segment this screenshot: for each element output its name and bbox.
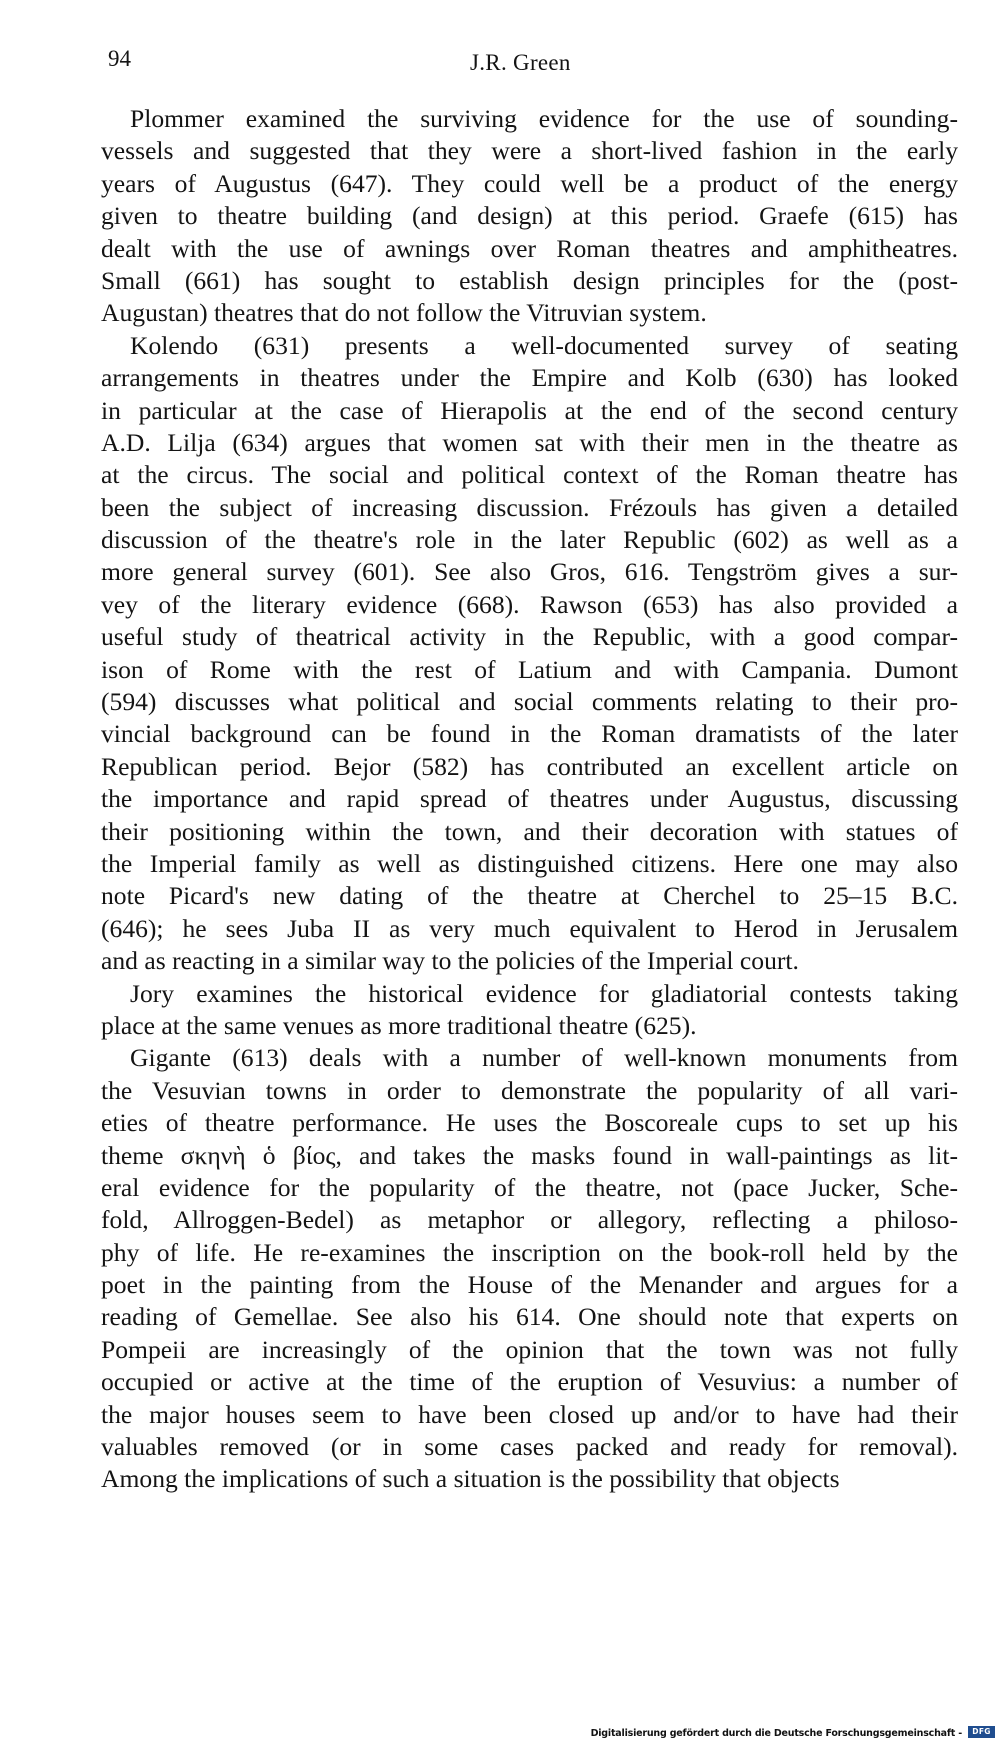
text-line: been the subject of increasing discussion. Frézouls has given a detailed bbox=[101, 492, 958, 522]
text-line: Gigante (613) deals with a number of well-known monuments from bbox=[130, 1043, 958, 1073]
text-line: (646); he sees Juba II as very much equivalent to Herod in Jerusalem bbox=[101, 913, 958, 943]
text-line: Augustan) theatres that do not follow the Vitruvian system. bbox=[101, 298, 707, 328]
text-line: more general survey (601). See also Gros, 616. Tengström gives a sur- bbox=[101, 557, 958, 587]
text-line: Among the implications of such a situation is the possibility that objects bbox=[101, 1464, 840, 1494]
text-line: arrangements in theatres under the Empire and Kolb (630) has looked bbox=[101, 363, 958, 393]
text-line: Kolendo (631) presents a well-documented survey of seating bbox=[130, 330, 958, 360]
text-line: (594) discusses what political and social comments relating to their pro- bbox=[101, 687, 958, 717]
running-head: J.R. Green bbox=[470, 50, 571, 75]
text-line: discussion of the theatre's role in the later Republic (602) as well as a bbox=[101, 525, 958, 555]
text-line: vincial background can be found in the Roman dramatists of the later bbox=[101, 719, 958, 749]
text-line: the major houses seem to have been closed up and/or to have had their bbox=[101, 1399, 958, 1429]
paragraph bbox=[101, 103, 958, 330]
page-number: 94 bbox=[108, 46, 131, 71]
text-line: fold, Allroggen-Bedel) as metaphor or allegory, reflecting a philoso- bbox=[101, 1205, 958, 1235]
text-line: Jory examines the historical evidence for gladiatorial contests taking bbox=[130, 978, 958, 1008]
text-line: Republican period. Bejor (582) has contributed an excellent article on bbox=[101, 751, 958, 781]
paragraph bbox=[101, 978, 958, 1043]
text-line: in particular at the case of Hierapolis at the end of the second century bbox=[101, 395, 958, 425]
text-line: useful study of theatrical activity in the Republic, with a good compar- bbox=[101, 622, 958, 652]
text-line: occupied or active at the time of the eruption of Vesuvius: a number of bbox=[101, 1367, 958, 1397]
text-line: given to theatre building (and design) at this period. Graefe (615) has bbox=[101, 201, 958, 231]
text-line: the Vesuvian towns in order to demonstrate the popularity of all vari- bbox=[101, 1075, 958, 1105]
text-line: reading of Gemellae. See also his 614. One should note that experts on bbox=[101, 1302, 958, 1332]
paragraph bbox=[101, 1042, 958, 1495]
text-line: theme σκηνὴ ὁ βίος, and takes the masks found in wall-paintings as lit- bbox=[101, 1140, 958, 1170]
text-line: A.D. Lilja (634) argues that women sat with their men in the theatre as bbox=[101, 427, 958, 457]
paragraph bbox=[101, 330, 958, 978]
digitization-credit: Digitalisierung gefördert durch die Deutsche Forschungsgemeinschaft - bbox=[590, 1728, 962, 1739]
text-line: at the circus. The social and political context of the Roman theatre has bbox=[101, 460, 958, 490]
dfg-logo: DFG bbox=[968, 1726, 995, 1738]
text-line: eral evidence for the popularity of the theatre, not (pace Jucker, Sche- bbox=[101, 1172, 958, 1202]
text-line: the importance and rapid spread of theatres under Augustus, discussing bbox=[101, 784, 958, 814]
text-line: Small (661) has sought to establish design principles for the (post- bbox=[101, 265, 958, 295]
text-line: Plommer examined the surviving evidence for the use of sounding- bbox=[130, 104, 958, 133]
body-text bbox=[101, 103, 958, 1496]
text-line: Pompeii are increasingly of the opinion that the town was not fully bbox=[101, 1334, 958, 1364]
text-line: vessels and suggested that they were a short-lived fashion in the early bbox=[101, 136, 958, 166]
text-line: valuables removed (or in some cases packed and ready for removal). bbox=[101, 1432, 958, 1462]
text-line: dealt with the use of awnings over Roman theatres and amphitheatres. bbox=[101, 233, 958, 263]
text-line: phy of life. He re-examines the inscription on the book-roll held by the bbox=[101, 1237, 958, 1267]
text-line: and as reacting in a similar way to the policies of the Imperial court. bbox=[101, 946, 799, 976]
text-line: poet in the painting from the House of the Menander and argues for a bbox=[101, 1270, 958, 1300]
text-line: years of Augustus (647). They could well be a product of the energy bbox=[101, 168, 958, 198]
text-line: ison of Rome with the rest of Latium and with Campania. Dumont bbox=[101, 654, 958, 684]
text-line: eties of theatre performance. He uses the Boscoreale cups to set up his bbox=[101, 1108, 958, 1138]
text-line: note Picard's new dating of the theatre at Cherchel to 25–15 B.C. bbox=[101, 881, 958, 911]
text-line: vey of the literary evidence (668). Rawson (653) has also provided a bbox=[101, 589, 958, 619]
text-line: the Imperial family as well as distinguished citizens. Here one may also bbox=[101, 848, 958, 878]
text-line: their positioning within the town, and their decoration with statues of bbox=[101, 816, 958, 846]
text-line: place at the same venues as more traditional theatre (625). bbox=[101, 1010, 697, 1040]
